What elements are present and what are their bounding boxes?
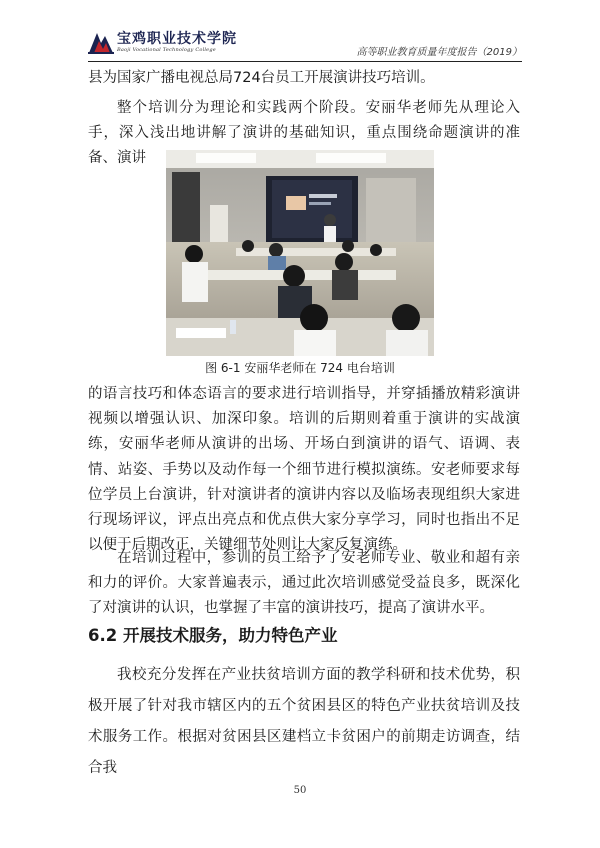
page-number: 50 [293, 785, 307, 796]
header-divider [88, 61, 522, 62]
college-emblem-icon [88, 30, 114, 54]
paragraph-5: 我校充分发挥在产业扶贫培训方面的教学科研和技术优势，积极开展了针对我市辖区内的五个贫困县区的特色产业扶贫培训及技术服务工作。根据对贫困县区建档立卡贫困户的前期走访调查，结合我 [88, 667, 520, 776]
training-classroom-image [166, 150, 434, 356]
paragraph-4: 在培训过程中，参训的员工给予了安老师专业、敬业和超有亲和力的评价。大家普遍表示，通过此次培训感觉受益良多，既深化了对演讲的认识，也掌握了丰富的演讲技巧，提高了演讲水平。 [88, 550, 520, 617]
figure-caption: 图 6-1 安丽华老师在 724 电台培训 [205, 361, 395, 375]
paragraph-1: 县为国家广播电视总局724台员工开展演讲技巧培训。 [88, 70, 435, 86]
college-name-cn: 宝鸡职业技术学院 [117, 31, 237, 47]
paragraph-3: 的语言技巧和体态语言的要求进行培训指导，并穿插播放精彩演讲视频以增强认识、加深印象。培训的后期则着重于演讲的实战演练，安丽华老师从演讲的出场、开场白到演讲的语气、语调、表情、站姿、手势以及动作每一个细节进行模拟演练。安老师要求每位学员上台演讲，针对演讲者的演讲内容以及临场表现组织大家进行现场评议，评点出亮点和优点供大家分享学习，同时也指出不足以便于后期改正，关键细节处则让大家反复演练。 [88, 386, 520, 554]
college-logo [88, 30, 237, 54]
report-title: 高等职业教育质量年度报告（2019） [356, 47, 522, 58]
college-name-en: Baoji Vocational Technology College [117, 47, 216, 53]
page-header [88, 30, 522, 60]
section-heading: 6.2 开展技术服务，助力特色产业 [88, 626, 338, 645]
training-photo [166, 150, 434, 356]
paragraph-2: 整个培训分为理论和实践两个阶段。安丽华老师先从理论入手，深入浅出地讲解了演讲的基础知识，重点围绕命题演讲的准备、演讲 [88, 100, 520, 167]
